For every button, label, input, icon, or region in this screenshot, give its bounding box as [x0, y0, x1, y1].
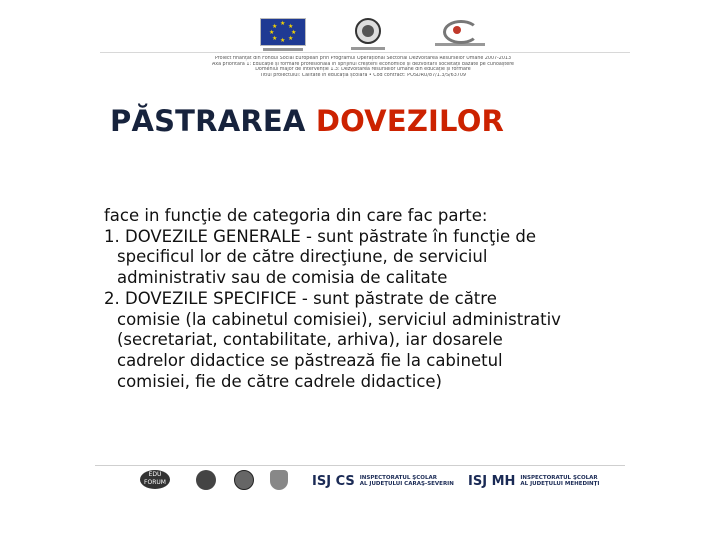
isj-caras-severin-logo	[312, 470, 454, 492]
isj-mh-abbr: ISJ MH	[468, 473, 516, 489]
partner-round-logo	[196, 470, 218, 492]
coat-of-arms-logo	[270, 470, 292, 492]
list-item-continuation: comisie (la cabinetul comisiei), serviciul administrativ	[117, 309, 561, 329]
footer-divider	[95, 465, 625, 466]
title-part-1: PĂSTRAREA	[110, 104, 306, 138]
fine-print-line: Axa prioritară 1: Educație și formare profesională în sprijinul creșterii economice și dezvoltării societății bazate pe cunoaștere	[211, 61, 515, 67]
list-item-continuation: specificul lor de către direcţiune, de serviciul	[117, 247, 488, 267]
list-item-continuation: administrativ sau de comisia de calitate	[117, 268, 448, 288]
project-funding-notice	[138, 56, 588, 78]
crest-icon	[355, 18, 381, 44]
header-divider	[100, 52, 630, 53]
isj-mh-line2: AL JUDEŢULUI MEHEDINŢI	[520, 481, 600, 487]
coat-of-arms-icon	[270, 470, 288, 490]
crest-logo-caption	[351, 47, 385, 50]
list-item-continuation: comisiei, fie de către cadrele didactice)	[117, 371, 442, 391]
isj-cs-line1: INSPECTORATUL ŞCOLAR	[359, 474, 437, 481]
structural-funds-icon	[435, 18, 485, 40]
isj-mehedinti-logo	[468, 470, 599, 492]
isj-mh-line1: INSPECTORATUL ŞCOLAR	[520, 474, 598, 481]
edu-forum-logo	[140, 470, 174, 492]
fine-print-line: Domeniul major de intervenție 1.3: Dezvoltarea resurselor umane din educație și formare	[255, 67, 471, 73]
list-item-continuation: (secretariat, contabilitate, arhiva), iar dosarele	[117, 330, 503, 350]
round-emblem-icon	[196, 470, 216, 490]
instrumente-structurale-logo	[430, 18, 490, 52]
body-intro: face in funcţie de categoria din care fac parte:	[104, 206, 488, 225]
fine-print-line: Proiect finanțat din Fondul Social European prin Programul Operațional Sectorial Dezvoltarea Resurselor Umane 2007-2013	[215, 56, 511, 61]
list-item-first-line: 2. DOVEZILE SPECIFICE - sunt păstrate de către	[104, 288, 497, 308]
isj-cs-line2: AL JUDEŢULUI CARAŞ-SEVERIN	[359, 481, 454, 487]
eu-stars-icon: ★ ★ ★ ★ ★ ★ ★ ★	[260, 18, 306, 46]
list-item-continuation: cadrelor didactice se păstrează fie la cabinetul	[117, 350, 503, 370]
speech-bubble-icon: EDU FORUM	[140, 470, 170, 489]
seal-icon	[234, 470, 254, 490]
eu-flag-logo	[257, 18, 309, 48]
list-item-first-line: 1. DOVEZILE GENERALE - sunt păstrate în funcţie de	[104, 226, 537, 246]
slide-body	[104, 206, 604, 392]
isj-cs-abbr: ISJ CS	[312, 473, 355, 489]
eu-logo-caption	[263, 48, 303, 51]
title-part-2: DOVEZILOR	[315, 104, 505, 138]
partner-seal-logo	[234, 470, 256, 492]
government-crest-logo	[348, 18, 388, 52]
slide-title	[110, 104, 504, 138]
fine-print-line: Titlul proiectului: Calitate în educația școlară • Cod contract: POSDRU/87/1.3/S/63709	[260, 72, 466, 78]
